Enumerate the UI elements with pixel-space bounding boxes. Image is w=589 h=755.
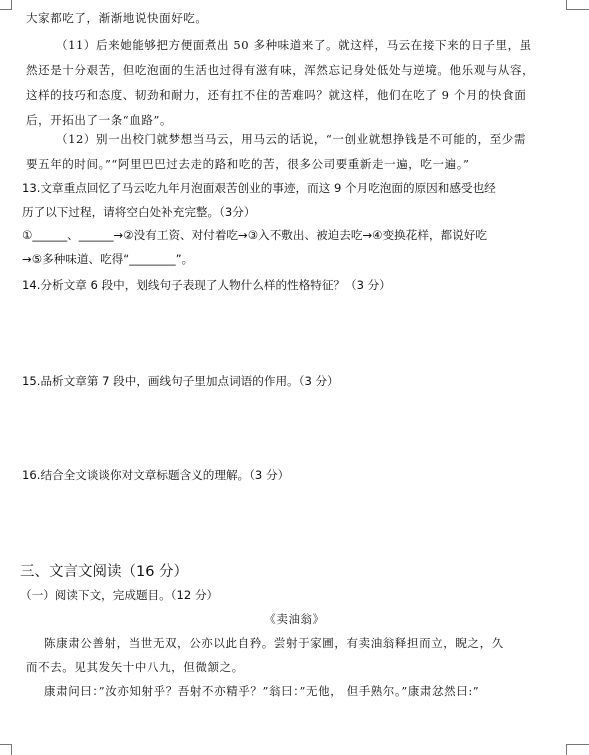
passage-paragraph-11-line: 然还是十分艰苦，但吃泡面的生活也过得有滋有味，浑然忘记身处低处与逆境。他乐观与从容， — [26, 63, 535, 77]
question-13-fill-blanks: →⑤多种味道、吃得“________”。 — [22, 252, 194, 266]
classical-text-title: 《卖油翁》 — [264, 612, 325, 626]
question-14: 14.分析文章 6 段中，划线句子表现了人物什么样的性格特征？（3 分） — [22, 278, 391, 292]
passage-paragraph-11-line: （11）后来她能够把方便面煮出 50 多种味道来了。就这样，马云在接下来的日子里，虽 — [56, 38, 532, 52]
passage-paragraph-12-line: （12）别一出校门就梦想当马云，用马云的话说，“一创业就想挣钱是不可能的，至少需 — [56, 132, 527, 146]
passage-paragraph-10-end: 大家都吃了，渐渐地说快面好吃。 — [26, 11, 208, 25]
question-13-line: 历了以下过程，请将空白处补充完整。（3分） — [22, 205, 256, 219]
section-subheading: （一）阅读下文，完成题目。（12 分） — [20, 588, 219, 602]
page-corner-mark — [0, 0, 12, 10]
classical-text-line: 康肃问曰：”汝亦知射乎？吾射不亦精乎？”翁曰：”无他， 但手熟尔。”康肃忿然曰:” — [44, 684, 480, 698]
section-heading: 三、文言文阅读（16 分） — [20, 564, 189, 580]
classical-text-line: 而不去。见其发矢十中八九，但微颔之。 — [26, 660, 244, 674]
page-corner-mark — [566, 0, 589, 10]
page-corner-mark — [566, 744, 589, 755]
question-13-fill-blanks: ①______、______→②没有工资、对付着吃→③入不敷出、被迫去吃→④变换花样，都说好吃 — [22, 228, 487, 242]
passage-paragraph-11-line: 这样的技巧和态度、韧劲和耐力，还有扛不住的苦难吗？就这样，他们在吃了 9 个月的快食面 — [26, 88, 527, 102]
question-15: 15.品析文章第 7 段中，画线句子里加点词语的作用。（3 分） — [22, 374, 339, 388]
passage-paragraph-11-line: 后，开拓出了一条“血路”。 — [26, 113, 173, 127]
passage-paragraph-12-line: 要五年的时间。”“阿里巴巴过去走的路和吃的苦，很多公司要重新走一遍，吃一遍。” — [26, 157, 470, 171]
classical-text-line: 陈康肃公善射，当世无双，公亦以此自矜。尝射于家圃，有卖油翁释担而立，睨之，久 — [44, 636, 504, 650]
page-corner-mark — [0, 744, 12, 755]
question-13-line: 13.文章重点回忆了马云吃九年月泡面艰苦创业的事迹，而这 9 个月吃泡面的原因和感受也经 — [22, 181, 496, 195]
question-16: 16.结合全文谈谈你对文章标题含义的理解。（3 分） — [22, 468, 290, 482]
